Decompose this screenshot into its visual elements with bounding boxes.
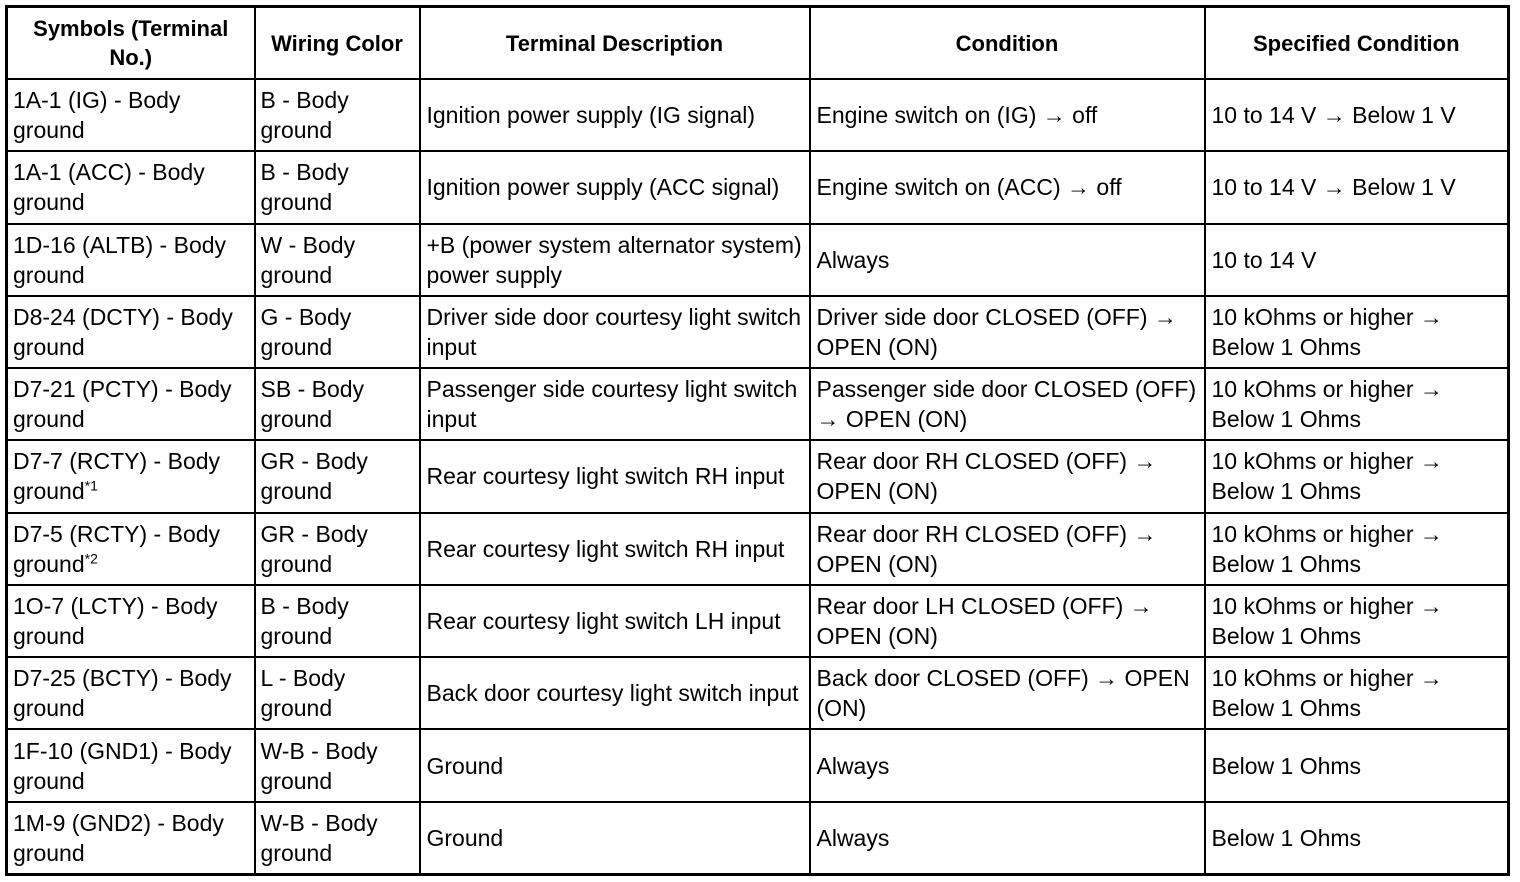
table-body (7, 79, 1509, 875)
cell-symbol-text: 1F-10 (GND1) - Body ground (13, 737, 232, 794)
cell-condition (810, 224, 1205, 296)
cell-specified-condition (1205, 802, 1509, 875)
cell-condition-text: Rear door LH CLOSED (OFF) → OPEN (ON) (816, 592, 1153, 649)
cell-terminal-description (420, 585, 810, 657)
footnote-marker: *2 (84, 550, 98, 567)
cell-symbol-text: D8-24 (DCTY) - Body ground (13, 303, 233, 360)
cell-wiring-color-text: GR - Body ground (260, 448, 368, 505)
cell-terminal-description-text: Ignition power supply (ACC signal) (426, 174, 780, 201)
cell-condition (810, 585, 1205, 657)
cell-condition (810, 151, 1205, 223)
cell-specified-condition-text: 10 kOhms or higher → Below 1 Ohms (1211, 376, 1443, 433)
cell-terminal-description-text: Rear courtesy light switch LH input (426, 607, 781, 634)
cell-specified-condition-text: 10 kOhms or higher → Below 1 Ohms (1211, 592, 1443, 649)
cell-wiring-color-text: W - Body ground (260, 231, 356, 288)
cell-wiring-color-text: W-B - Body ground (260, 737, 378, 794)
header-symbols: Symbols (Terminal No.) (7, 7, 255, 80)
cell-terminal-description (420, 729, 810, 801)
table-row (7, 368, 1509, 440)
cell-wiring-color-text: G - Body ground (260, 303, 352, 360)
cell-specified-condition-text: 10 kOhms or higher → Below 1 Ohms (1211, 665, 1443, 722)
cell-wiring-color (255, 802, 420, 875)
cell-specified-condition-text: 10 to 14 V → Below 1 V (1211, 102, 1456, 129)
cell-terminal-description-text: Rear courtesy light switch RH input (426, 535, 785, 562)
cell-wiring-color (255, 513, 420, 585)
cell-symbol-text: 1A-1 (IG) - Body ground (13, 87, 181, 144)
table-row (7, 729, 1509, 801)
footnote-marker: *1 (84, 477, 98, 494)
cell-specified-condition-text: 10 to 14 V → Below 1 V (1211, 174, 1456, 201)
cell-symbol-text: D7-25 (BCTY) - Body ground (13, 665, 232, 722)
cell-specified-condition-text: 10 kOhms or higher → Below 1 Ohms (1211, 520, 1443, 577)
cell-wiring-color (255, 151, 420, 223)
cell-symbol-text: 1A-1 (ACC) - Body ground (13, 159, 205, 216)
cell-symbol (7, 224, 255, 296)
cell-wiring-color-text: GR - Body ground (260, 520, 368, 577)
cell-condition-text: Engine switch on (ACC) → off (816, 174, 1122, 201)
cell-wiring-color (255, 79, 420, 151)
cell-condition-text: Driver side door CLOSED (OFF) → OPEN (ON) (816, 303, 1177, 360)
cell-terminal-description (420, 513, 810, 585)
cell-symbol (7, 513, 255, 585)
cell-symbol-text: D7-21 (PCTY) - Body ground (13, 376, 232, 433)
cell-terminal-description-text: Driver side door courtesy light switch input (426, 303, 802, 360)
cell-symbol-text: 1D-16 (ALTB) - Body ground (13, 231, 227, 288)
table-row (7, 79, 1509, 151)
cell-condition-text: Engine switch on (IG) → off (816, 102, 1098, 129)
table-row (7, 585, 1509, 657)
table-row (7, 151, 1509, 223)
cell-symbol (7, 729, 255, 801)
cell-specified-condition (1205, 657, 1509, 729)
cell-terminal-description-text: Back door courtesy light switch input (426, 680, 799, 707)
cell-wiring-color (255, 585, 420, 657)
cell-wiring-color (255, 296, 420, 368)
cell-wiring-color-text: B - Body ground (260, 159, 349, 216)
cell-condition (810, 729, 1205, 801)
cell-terminal-description (420, 802, 810, 875)
cell-condition (810, 802, 1205, 875)
cell-specified-condition-text: 10 kOhms or higher → Below 1 Ohms (1211, 303, 1443, 360)
cell-terminal-description (420, 440, 810, 512)
table-row (7, 440, 1509, 512)
cell-specified-condition-text: Below 1 Ohms (1211, 824, 1362, 851)
cell-wiring-color (255, 224, 420, 296)
cell-wiring-color-text: W-B - Body ground (260, 809, 378, 866)
cell-specified-condition (1205, 79, 1509, 151)
table-row (7, 513, 1509, 585)
terminal-spec-table (5, 5, 1510, 876)
header-wiring-color: Wiring Color (255, 7, 420, 80)
cell-wiring-color-text: B - Body ground (260, 87, 349, 144)
table-row (7, 657, 1509, 729)
cell-specified-condition (1205, 440, 1509, 512)
table-row (7, 802, 1509, 875)
cell-condition-text: Passenger side door CLOSED (OFF) → OPEN (ON) (816, 376, 1197, 433)
cell-terminal-description (420, 151, 810, 223)
cell-terminal-description-text: Ignition power supply (IG signal) (426, 102, 756, 129)
cell-symbol (7, 368, 255, 440)
cell-symbol (7, 585, 255, 657)
table-header-row (7, 7, 1509, 80)
cell-wiring-color (255, 657, 420, 729)
cell-condition-text: Always (816, 246, 890, 273)
cell-specified-condition (1205, 151, 1509, 223)
cell-terminal-description (420, 657, 810, 729)
cell-wiring-color (255, 729, 420, 801)
header-terminal-description: Terminal Description (420, 7, 810, 80)
cell-symbol-text: 1M-9 (GND2) - Body ground (13, 809, 224, 866)
cell-symbol (7, 151, 255, 223)
table-row (7, 296, 1509, 368)
cell-condition (810, 440, 1205, 512)
cell-specified-condition-text: 10 kOhms or higher → Below 1 Ohms (1211, 448, 1443, 505)
cell-symbol (7, 79, 255, 151)
cell-condition-text: Always (816, 824, 890, 851)
cell-specified-condition (1205, 296, 1509, 368)
cell-symbol (7, 296, 255, 368)
cell-symbol-text: D7-7 (RCTY) - Body ground (13, 448, 221, 505)
cell-symbol-text: D7-5 (RCTY) - Body ground (13, 520, 221, 577)
header-condition: Condition (810, 7, 1205, 80)
cell-terminal-description (420, 224, 810, 296)
cell-condition-text: Rear door RH CLOSED (OFF) → OPEN (ON) (816, 520, 1157, 577)
cell-terminal-description (420, 296, 810, 368)
cell-wiring-color (255, 368, 420, 440)
cell-specified-condition (1205, 585, 1509, 657)
cell-condition-text: Always (816, 752, 890, 779)
cell-condition (810, 368, 1205, 440)
cell-specified-condition-text: Below 1 Ohms (1211, 752, 1362, 779)
cell-condition (810, 296, 1205, 368)
cell-symbol (7, 440, 255, 512)
header-specified-condition: Specified Condition (1205, 7, 1509, 80)
cell-terminal-description-text: +B (power system alternator system) power supply (426, 231, 802, 288)
cell-specified-condition (1205, 224, 1509, 296)
cell-terminal-description-text: Ground (426, 752, 504, 779)
cell-condition (810, 513, 1205, 585)
cell-symbol (7, 657, 255, 729)
cell-condition-text: Rear door RH CLOSED (OFF) → OPEN (ON) (816, 448, 1157, 505)
cell-specified-condition (1205, 513, 1509, 585)
cell-terminal-description-text: Ground (426, 824, 504, 851)
cell-wiring-color-text: SB - Body ground (260, 376, 365, 433)
cell-symbol (7, 802, 255, 875)
cell-specified-condition (1205, 368, 1509, 440)
cell-terminal-description (420, 79, 810, 151)
cell-condition (810, 657, 1205, 729)
cell-condition-text: Back door CLOSED (OFF) → OPEN (ON) (816, 665, 1190, 722)
cell-terminal-description-text: Passenger side courtesy light switch input (426, 376, 798, 433)
cell-specified-condition (1205, 729, 1509, 801)
cell-specified-condition-text: 10 to 14 V (1211, 246, 1317, 273)
cell-terminal-description (420, 368, 810, 440)
cell-wiring-color-text: B - Body ground (260, 592, 349, 649)
table-row (7, 224, 1509, 296)
cell-wiring-color (255, 440, 420, 512)
cell-terminal-description-text: Rear courtesy light switch RH input (426, 463, 785, 490)
cell-wiring-color-text: L - Body ground (260, 665, 346, 722)
cell-symbol-text: 1O-7 (LCTY) - Body ground (13, 592, 218, 649)
cell-condition (810, 79, 1205, 151)
